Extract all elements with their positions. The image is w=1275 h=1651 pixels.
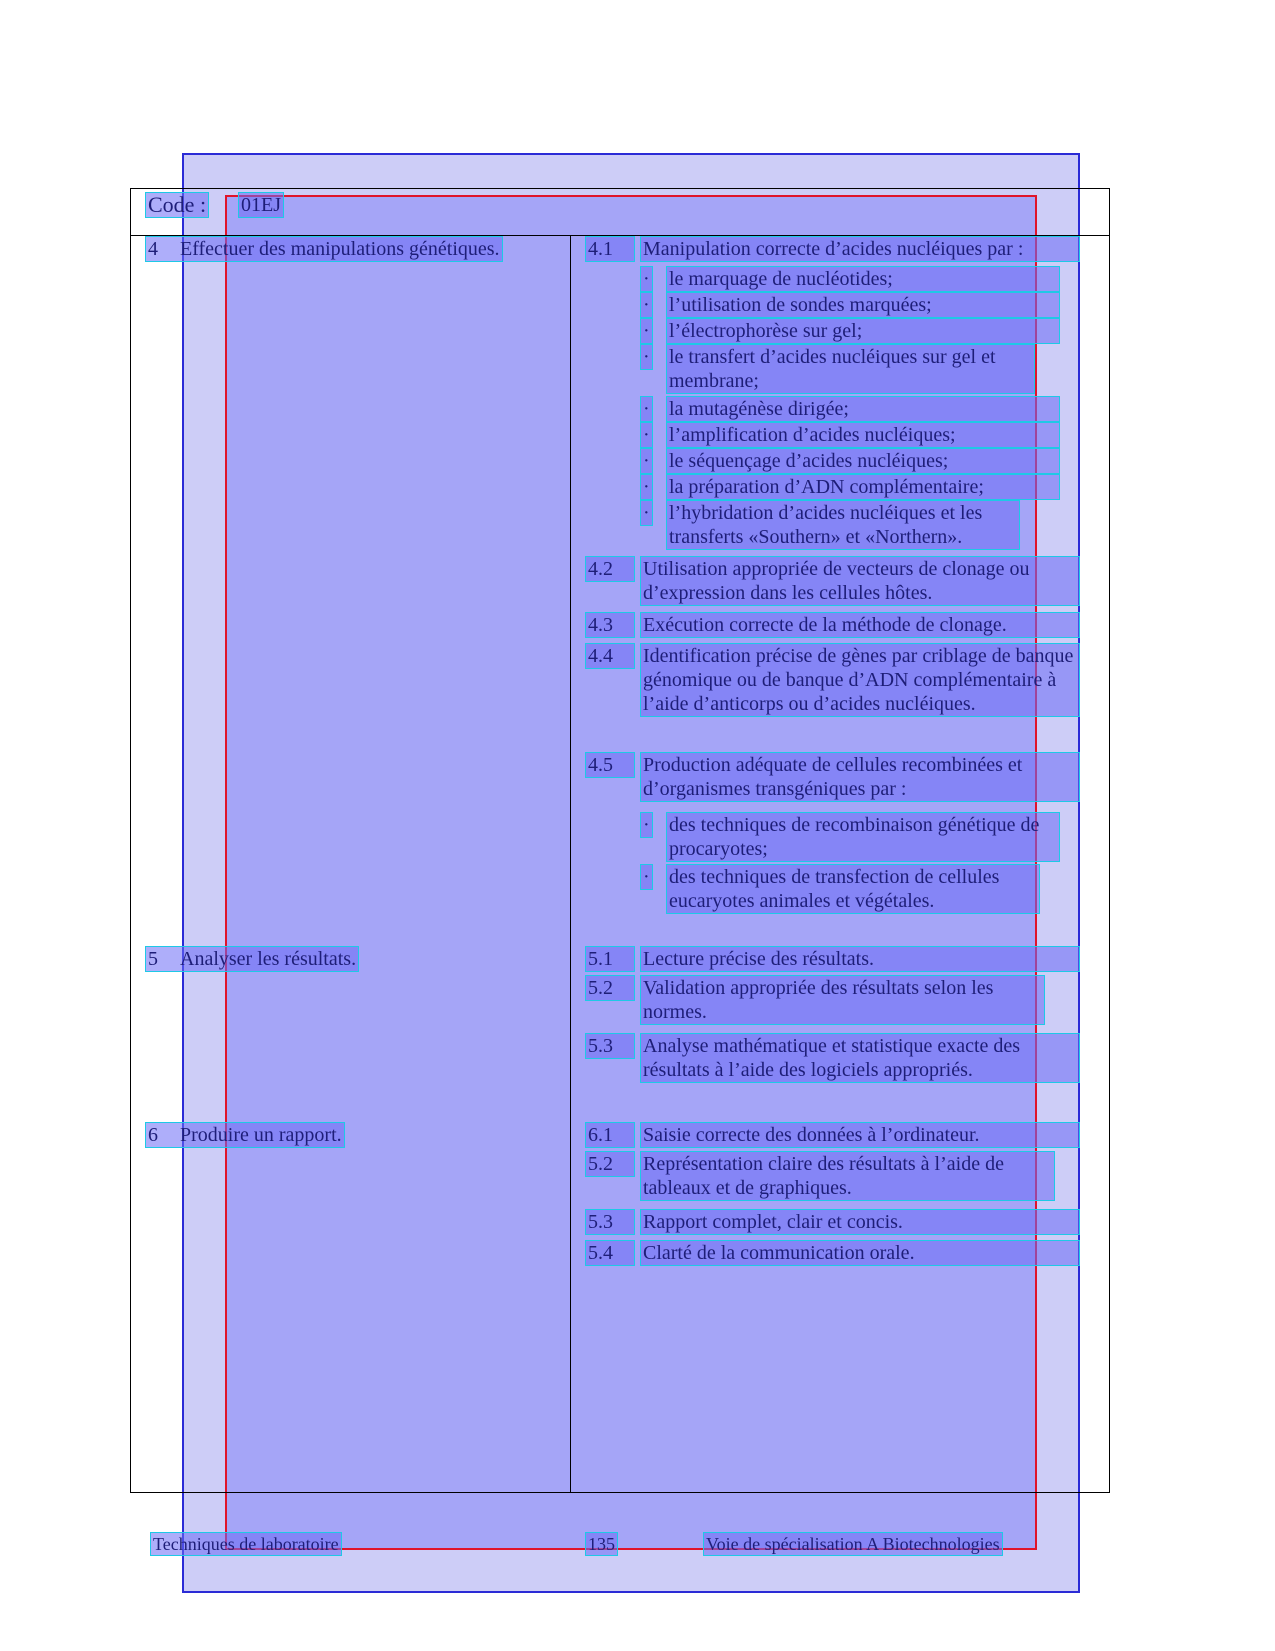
competency-number: 6 [148, 1124, 158, 1146]
criterion-4-5 [585, 752, 1080, 802]
competency-5 [145, 946, 359, 972]
competency-label: Effectuer des manipulations génétiques. [180, 238, 500, 260]
competency-label: Analyser les résultats. [180, 948, 357, 970]
criterion-text: Identification précise de gènes par criblage de banque génomique ou de banque d’ADN complémentaire à l’aide d’anticorps ou d’acides nucléiques. [640, 643, 1080, 717]
criterion-5-1 [585, 946, 1080, 972]
bullet-item [640, 396, 1060, 422]
criterion-text: Rapport complet, clair et concis. [640, 1209, 1080, 1235]
bullet-symbol: · [640, 864, 653, 890]
criterion-number: 5.2 [585, 975, 635, 1001]
bullet-item [640, 422, 1060, 448]
criterion-4-2 [585, 556, 1080, 606]
criterion-6-3 [585, 1209, 1080, 1235]
criterion-text: Exécution correcte de la méthode de clonage. [640, 612, 1080, 638]
criterion-number: 4.3 [585, 612, 635, 638]
criterion-number: 4.2 [585, 556, 635, 582]
page-number: 135 [585, 1532, 618, 1556]
criterion-number: 5.3 [585, 1033, 635, 1059]
code-label: Code : [145, 192, 209, 218]
criterion-text: Saisie correcte des données à l’ordinateur. [640, 1122, 1080, 1148]
bullet-symbol: · [640, 500, 653, 526]
competency-number: 5 [148, 948, 158, 970]
bullet-text: l’hybridation d’acides nucléiques et les transferts «Southern» et «Northern». [666, 500, 1020, 550]
criterion-number: 4.1 [585, 236, 635, 262]
competency-4 [145, 236, 503, 262]
bullet-item [640, 474, 1060, 500]
criterion-text: Manipulation correcte d’acides nucléiques par : [640, 236, 1080, 262]
bullet-item [640, 266, 1060, 292]
criterion-number: 6.1 [585, 1122, 635, 1148]
bullet-symbol: · [640, 422, 653, 448]
bullet-text: des techniques de transfection de cellules eucaryotes animales et végétales. [666, 864, 1040, 914]
bullet-text: l’utilisation de sondes marquées; [666, 292, 1060, 318]
bullet-symbol: · [640, 448, 653, 474]
criterion-text: Représentation claire des résultats à l’aide de tableaux et de graphiques. [640, 1151, 1055, 1201]
bullet-item [640, 344, 1035, 394]
criterion-4-1 [585, 236, 1080, 262]
bullet-item [640, 292, 1060, 318]
bullet-symbol: · [640, 266, 653, 292]
footer-left: Techniques de laboratoire [150, 1532, 342, 1556]
criterion-text: Lecture précise des résultats. [640, 946, 1080, 972]
bullet-text: l’amplification d’acides nucléiques; [666, 422, 1060, 448]
code-value: 01EJ [238, 192, 284, 218]
criterion-number: 5.1 [585, 946, 635, 972]
bullet-text: le séquençage d’acides nucléiques; [666, 448, 1060, 474]
competency-6 [145, 1122, 345, 1148]
criterion-text: Production adéquate de cellules recombinées et d’organismes transgéniques par : [640, 752, 1080, 802]
bullet-text: la mutagénèse dirigée; [666, 396, 1060, 422]
bullet-text: le marquage de nucléotides; [666, 266, 1060, 292]
bullet-text: la préparation d’ADN complémentaire; [666, 474, 1060, 500]
bullet-symbol: · [640, 344, 653, 370]
competency-number: 4 [148, 238, 158, 260]
bullet-item [640, 500, 1020, 550]
criterion-number: 5.4 [585, 1240, 635, 1266]
bullet-symbol: · [640, 396, 653, 422]
bullet-item [640, 864, 1040, 914]
bullet-item [640, 448, 1060, 474]
competency-label: Produire un rapport. [180, 1124, 342, 1146]
criterion-text: Validation appropriée des résultats selon les normes. [640, 975, 1045, 1025]
bullet-text: le transfert d’acides nucléiques sur gel et membrane; [666, 344, 1035, 394]
criterion-number: 5.3 [585, 1209, 635, 1235]
criterion-4-3 [585, 612, 1080, 638]
criterion-6-1 [585, 1122, 1080, 1148]
criterion-5-3 [585, 1033, 1080, 1083]
criterion-text: Utilisation appropriée de vecteurs de clonage ou d’expression dans les cellules hôtes. [640, 556, 1080, 606]
criterion-6-2 [585, 1151, 1055, 1201]
bullet-symbol: · [640, 474, 653, 500]
bullet-symbol: · [640, 292, 653, 318]
bullet-symbol: · [640, 812, 653, 838]
footer-right: Voie de spécialisation A Biotechnologies [703, 1532, 1003, 1556]
criterion-number: 4.4 [585, 643, 635, 669]
bullet-item [640, 318, 1060, 344]
criterion-text: Analyse mathématique et statistique exacte des résultats à l’aide des logiciels appropriés. [640, 1033, 1080, 1083]
criterion-4-4 [585, 643, 1080, 717]
bullet-text: l’électrophorèse sur gel; [666, 318, 1060, 344]
bullet-symbol: · [640, 318, 653, 344]
criterion-number: 5.2 [585, 1151, 635, 1177]
criterion-5-2 [585, 975, 1045, 1025]
criterion-number: 4.5 [585, 752, 635, 778]
criterion-6-4 [585, 1240, 1080, 1266]
bullet-item [640, 812, 1060, 862]
column-divider [570, 236, 571, 1493]
criterion-text: Clarté de la communication orale. [640, 1240, 1080, 1266]
bullet-text: des techniques de recombinaison génétique de procaryotes; [666, 812, 1060, 862]
